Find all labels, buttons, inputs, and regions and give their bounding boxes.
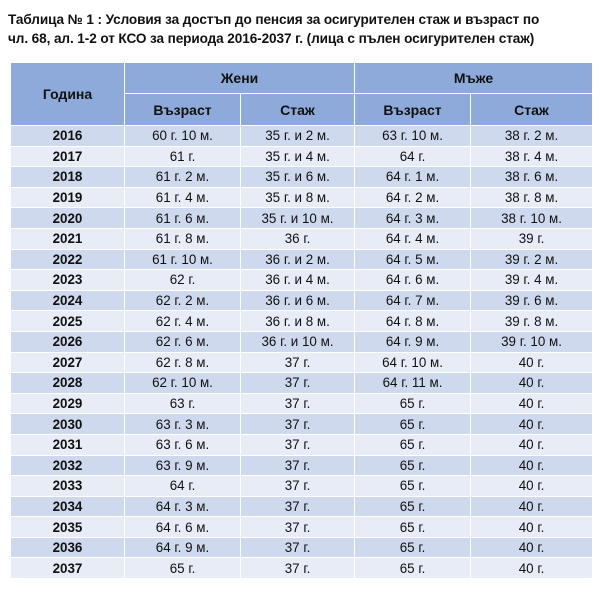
header-men: Мъже: [355, 63, 593, 94]
women-age-cell: 61 г. 8 м.: [125, 228, 241, 249]
men-age-cell: 64 г.: [355, 146, 471, 167]
header-women-age: Възраст: [125, 94, 241, 126]
year-cell: 2018: [11, 167, 125, 188]
men-service-cell: 39 г. 2 м.: [471, 249, 593, 270]
women-service-cell: 37 г.: [241, 414, 355, 435]
year-cell: 2017: [11, 146, 125, 167]
year-cell: 2022: [11, 249, 125, 270]
men-service-cell: 40 г.: [471, 537, 593, 558]
men-age-cell: 65 г.: [355, 434, 471, 455]
women-service-cell: 36 г. и 6 м.: [241, 290, 355, 311]
table-row: [11, 228, 593, 249]
men-service-cell: 38 г. 4 м.: [471, 146, 593, 167]
men-age-cell: 64 г. 1 м.: [355, 167, 471, 188]
table-row: [11, 496, 593, 517]
year-cell: 2024: [11, 290, 125, 311]
women-age-cell: 64 г. 6 м.: [125, 517, 241, 538]
men-service-cell: 40 г.: [471, 414, 593, 435]
men-age-cell: 65 г.: [355, 517, 471, 538]
women-age-cell: 65 г.: [125, 558, 241, 579]
year-cell: 2031: [11, 434, 125, 455]
men-service-cell: 39 г. 10 м.: [471, 331, 593, 352]
table-row: [11, 270, 593, 291]
women-service-cell: 37 г.: [241, 537, 355, 558]
women-service-cell: 35 г. и 4 м.: [241, 146, 355, 167]
men-service-cell: 40 г.: [471, 455, 593, 476]
women-age-cell: 63 г.: [125, 393, 241, 414]
men-age-cell: 64 г. 6 м.: [355, 270, 471, 291]
women-service-cell: 37 г.: [241, 352, 355, 373]
table-row: [11, 373, 593, 394]
year-cell: 2016: [11, 126, 125, 147]
women-service-cell: 35 г. и 6 м.: [241, 167, 355, 188]
year-cell: 2029: [11, 393, 125, 414]
women-service-cell: 37 г.: [241, 558, 355, 579]
year-cell: 2026: [11, 331, 125, 352]
table-row: [11, 558, 593, 579]
caption-line-1: Таблица № 1 : Условия за достъп до пенсия за осигурителен стаж и възраст по: [8, 12, 540, 27]
table-row: [11, 146, 593, 167]
women-age-cell: 61 г. 6 м.: [125, 208, 241, 229]
men-service-cell: 40 г.: [471, 352, 593, 373]
year-cell: 2035: [11, 517, 125, 538]
men-age-cell: 63 г. 10 м.: [355, 126, 471, 147]
men-age-cell: 64 г. 9 м.: [355, 331, 471, 352]
men-age-cell: 64 г. 7 м.: [355, 290, 471, 311]
women-age-cell: 62 г. 10 м.: [125, 373, 241, 394]
women-service-cell: 36 г. и 10 м.: [241, 331, 355, 352]
table-row: [11, 455, 593, 476]
table-header: [11, 63, 593, 126]
table-row: [11, 414, 593, 435]
men-age-cell: 65 г.: [355, 537, 471, 558]
men-service-cell: 40 г.: [471, 434, 593, 455]
men-age-cell: 64 г. 10 м.: [355, 352, 471, 373]
year-cell: 2020: [11, 208, 125, 229]
men-service-cell: 39 г. 4 м.: [471, 270, 593, 291]
table-row: [11, 476, 593, 497]
women-service-cell: 36 г.: [241, 228, 355, 249]
header-men-service: Стаж: [471, 94, 593, 126]
table-row: [11, 331, 593, 352]
men-service-cell: 38 г. 6 м.: [471, 167, 593, 188]
women-service-cell: 35 г. и 10 м.: [241, 208, 355, 229]
women-service-cell: 37 г.: [241, 434, 355, 455]
men-service-cell: 38 г. 10 м.: [471, 208, 593, 229]
men-service-cell: 40 г.: [471, 476, 593, 497]
women-age-cell: 61 г. 10 м.: [125, 249, 241, 270]
women-service-cell: 36 г. и 4 м.: [241, 270, 355, 291]
men-age-cell: 65 г.: [355, 414, 471, 435]
women-service-cell: 36 г. и 2 м.: [241, 249, 355, 270]
men-age-cell: 64 г. 5 м.: [355, 249, 471, 270]
table-row: [11, 517, 593, 538]
year-cell: 2030: [11, 414, 125, 435]
women-service-cell: 37 г.: [241, 373, 355, 394]
header-women: Жени: [125, 63, 355, 94]
year-cell: 2021: [11, 228, 125, 249]
year-cell: 2036: [11, 537, 125, 558]
header-year: Година: [11, 63, 125, 126]
year-cell: 2027: [11, 352, 125, 373]
table-row: [11, 352, 593, 373]
header-men-age: Възраст: [355, 94, 471, 126]
men-service-cell: 39 г.: [471, 228, 593, 249]
year-cell: 2033: [11, 476, 125, 497]
table-row: [11, 537, 593, 558]
men-age-cell: 65 г.: [355, 476, 471, 497]
year-cell: 2037: [11, 558, 125, 579]
women-age-cell: 63 г. 3 м.: [125, 414, 241, 435]
table-row: [11, 208, 593, 229]
year-cell: 2023: [11, 270, 125, 291]
men-age-cell: 65 г.: [355, 496, 471, 517]
men-service-cell: 40 г.: [471, 373, 593, 394]
men-service-cell: 38 г. 2 м.: [471, 126, 593, 147]
men-age-cell: 64 г. 4 м.: [355, 228, 471, 249]
women-service-cell: 37 г.: [241, 517, 355, 538]
men-service-cell: 40 г.: [471, 393, 593, 414]
men-age-cell: 65 г.: [355, 455, 471, 476]
table-row: [11, 290, 593, 311]
women-age-cell: 60 г. 10 м.: [125, 126, 241, 147]
year-cell: 2034: [11, 496, 125, 517]
table-row: [11, 249, 593, 270]
men-service-cell: 39 г. 8 м.: [471, 311, 593, 332]
men-age-cell: 64 г. 11 м.: [355, 373, 471, 394]
year-cell: 2032: [11, 455, 125, 476]
women-service-cell: 37 г.: [241, 455, 355, 476]
table-row: [11, 434, 593, 455]
women-age-cell: 64 г. 3 м.: [125, 496, 241, 517]
header-women-service: Стаж: [241, 94, 355, 126]
men-age-cell: 65 г.: [355, 393, 471, 414]
men-age-cell: 64 г. 2 м.: [355, 187, 471, 208]
year-cell: 2025: [11, 311, 125, 332]
header-row-groups: [11, 63, 593, 94]
women-age-cell: 62 г. 2 м.: [125, 290, 241, 311]
women-age-cell: 61 г. 2 м.: [125, 167, 241, 188]
pension-conditions-table: [10, 62, 593, 579]
women-age-cell: 62 г. 4 м.: [125, 311, 241, 332]
men-service-cell: 40 г.: [471, 517, 593, 538]
women-service-cell: 37 г.: [241, 476, 355, 497]
women-age-cell: 61 г.: [125, 146, 241, 167]
table-row: [11, 393, 593, 414]
women-age-cell: 62 г.: [125, 270, 241, 291]
men-age-cell: 64 г. 8 м.: [355, 311, 471, 332]
women-age-cell: 63 г. 6 м.: [125, 434, 241, 455]
table-row: [11, 311, 593, 332]
caption-line-2: чл. 68, ал. 1-2 от КСО за периода 2016-2037 г. (лица с пълен осигурителен стаж): [8, 31, 535, 46]
table-row: [11, 167, 593, 188]
table-row: [11, 126, 593, 147]
women-service-cell: 35 г. и 2 м.: [241, 126, 355, 147]
year-cell: 2019: [11, 187, 125, 208]
women-service-cell: 36 г. и 8 м.: [241, 311, 355, 332]
women-service-cell: 37 г.: [241, 496, 355, 517]
men-service-cell: 40 г.: [471, 496, 593, 517]
women-age-cell: 62 г. 8 м.: [125, 352, 241, 373]
table-body: [11, 126, 593, 579]
women-age-cell: 62 г. 6 м.: [125, 331, 241, 352]
year-cell: 2028: [11, 373, 125, 394]
table-caption: [8, 10, 594, 48]
women-age-cell: 61 г. 4 м.: [125, 187, 241, 208]
women-age-cell: 64 г. 9 м.: [125, 537, 241, 558]
women-service-cell: 35 г. и 8 м.: [241, 187, 355, 208]
women-age-cell: 64 г.: [125, 476, 241, 497]
men-service-cell: 40 г.: [471, 558, 593, 579]
men-age-cell: 64 г. 3 м.: [355, 208, 471, 229]
men-service-cell: 38 г. 8 м.: [471, 187, 593, 208]
men-service-cell: 39 г. 6 м.: [471, 290, 593, 311]
table-row: [11, 187, 593, 208]
women-service-cell: 37 г.: [241, 393, 355, 414]
men-age-cell: 65 г.: [355, 558, 471, 579]
women-age-cell: 63 г. 9 м.: [125, 455, 241, 476]
